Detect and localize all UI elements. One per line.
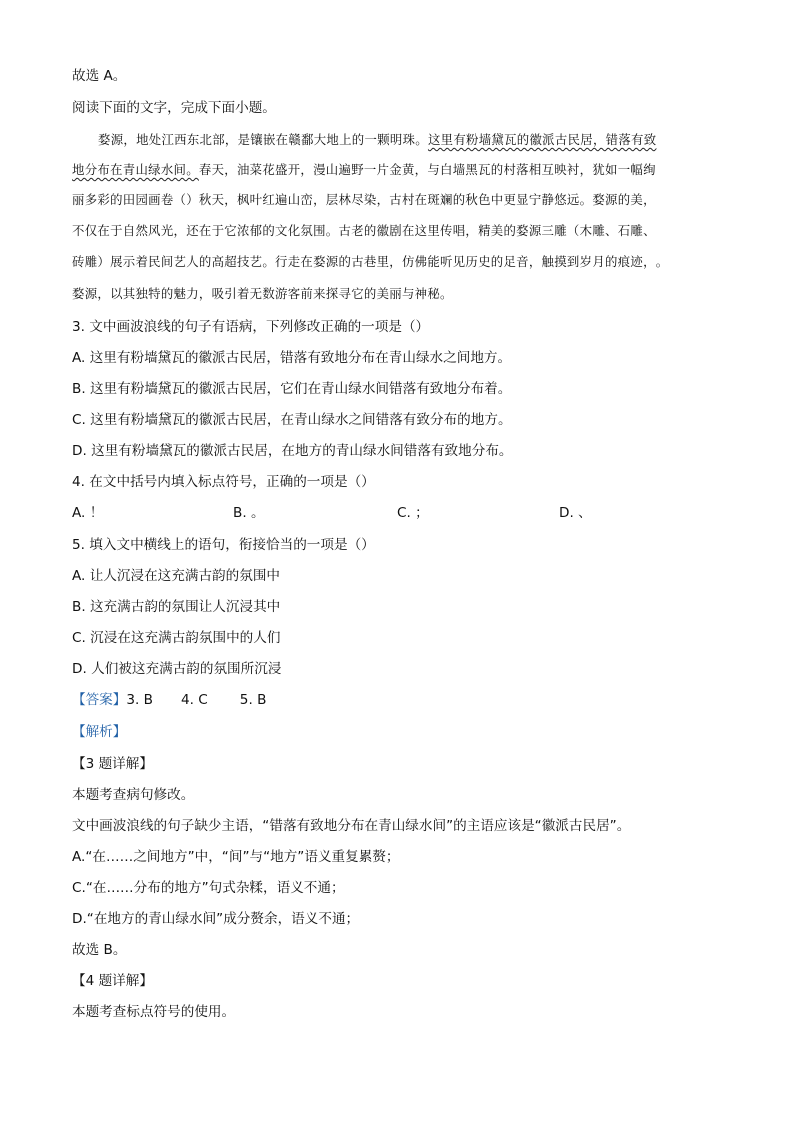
analysis-label: 【解析】	[72, 724, 127, 740]
wavy-underlined-sentence: 地分布在青山绿水间。	[72, 162, 199, 177]
answer-4: 4. C	[181, 692, 208, 708]
option-c: C. ；	[397, 505, 429, 521]
passage-line-3: 丽多彩的田园画卷（）秋天，枫叶红遍山峦，层林尽染，古村在斑斓的秋色中更显宁静悠远。婺源的美，	[72, 192, 656, 207]
option-d: D. 人们被这充满古韵的氛围所沉浸	[72, 661, 282, 677]
analysis-text: 故选 B。	[72, 942, 127, 958]
passage-line-6: 婺源，以其独特的魅力，吸引着无数游客前来探寻它的美丽与神秘。	[72, 286, 453, 301]
question-stem: 5. 填入文中横线上的语句，衔接恰当的一项是（）	[72, 537, 375, 553]
option-a: A. ！	[72, 505, 104, 521]
conclusion-line: 故选 A。	[72, 68, 127, 84]
option-c: C. 这里有粉墙黛瓦的徽派古民居，在青山绿水之间错落有致分布的地方。	[72, 412, 512, 428]
wavy-underlined-sentence: 这里有粉墙黛瓦的徽派古民居，错落有致	[427, 132, 657, 147]
option-a: A. 这里有粉墙黛瓦的徽派古民居，错落有致地分布在青山绿水之间地方。	[72, 350, 512, 366]
reading-instruction: 阅读下面的文字，完成下面小题。	[72, 100, 276, 116]
option-d: D. 、	[559, 505, 592, 521]
question-stem: 4. 在文中括号内填入标点符号，正确的一项是（）	[72, 474, 375, 490]
option-b: B. 这里有粉墙黛瓦的徽派古民居，它们在青山绿水间错落有致地分布着。	[72, 381, 512, 397]
analysis-text: C.“在……分布的地方”句式杂糅，语义不通；	[72, 880, 345, 896]
analysis-text: 本题考查病句修改。	[72, 787, 195, 803]
analysis-text: 文中画波浪线的句子缺少主语，“错落有致地分布在青山绿水间”的主语应该是“徽派古民居”。	[72, 818, 631, 834]
option-c: C. 沉浸在这充满古韵氛围中的人们	[72, 630, 281, 646]
option-a: A. 让人沉浸在这充满古韵的氛围中	[72, 568, 281, 584]
passage-line-4: 不仅在于自然风光，还在于它浓郁的文化氛围。古老的徽剧在这里传唱，精美的婺源三雕（木雕、石雕、	[72, 223, 656, 238]
analysis-text: D.“在地方的青山绿水间”成分赘余，语义不通；	[72, 911, 360, 927]
option-d: D. 这里有粉墙黛瓦的徽派古民居，在地方的青山绿水间错落有致地分布。	[72, 443, 513, 459]
option-b: B. 这充满古韵的氛围让人沉浸其中	[72, 599, 281, 615]
analysis-text: 本题考查标点符号的使用。	[72, 1004, 236, 1020]
passage-text: 。	[655, 254, 669, 269]
passage-line-2	[72, 160, 656, 180]
option-b: B. 。	[233, 505, 265, 521]
passage-line-5	[72, 252, 668, 272]
passage-text: 砖雕）展示着民间艺人的高超技艺。行走在婺源的古巷里，仿佛能听见历史的足音，触摸到岁月的痕迹，	[72, 254, 656, 269]
answer-line	[72, 690, 734, 710]
subquestion-heading: 【3 题详解】	[72, 756, 153, 772]
answer-label: 【答案】	[72, 692, 127, 708]
answer-5: 5. B	[239, 692, 267, 708]
passage-line-1	[98, 130, 656, 150]
passage-text: 婺源，地处江西东北部，是镶嵌在赣鄱大地上的一颗明珠。	[98, 132, 428, 147]
answer-3: 3. B	[126, 692, 153, 708]
question-stem: 3. 文中画波浪线的句子有语病，下列修改正确的一项是（）	[72, 319, 430, 335]
subquestion-heading: 【4 题详解】	[72, 973, 153, 989]
analysis-text: A.“在……之间地方”中，“间”与“地方”语义重复累赘；	[72, 849, 400, 865]
passage-text: 春天，油菜花盛开，漫山遍野一片金黄，与白墙黑瓦的村落相互映衬，犹如一幅绚	[198, 162, 656, 177]
